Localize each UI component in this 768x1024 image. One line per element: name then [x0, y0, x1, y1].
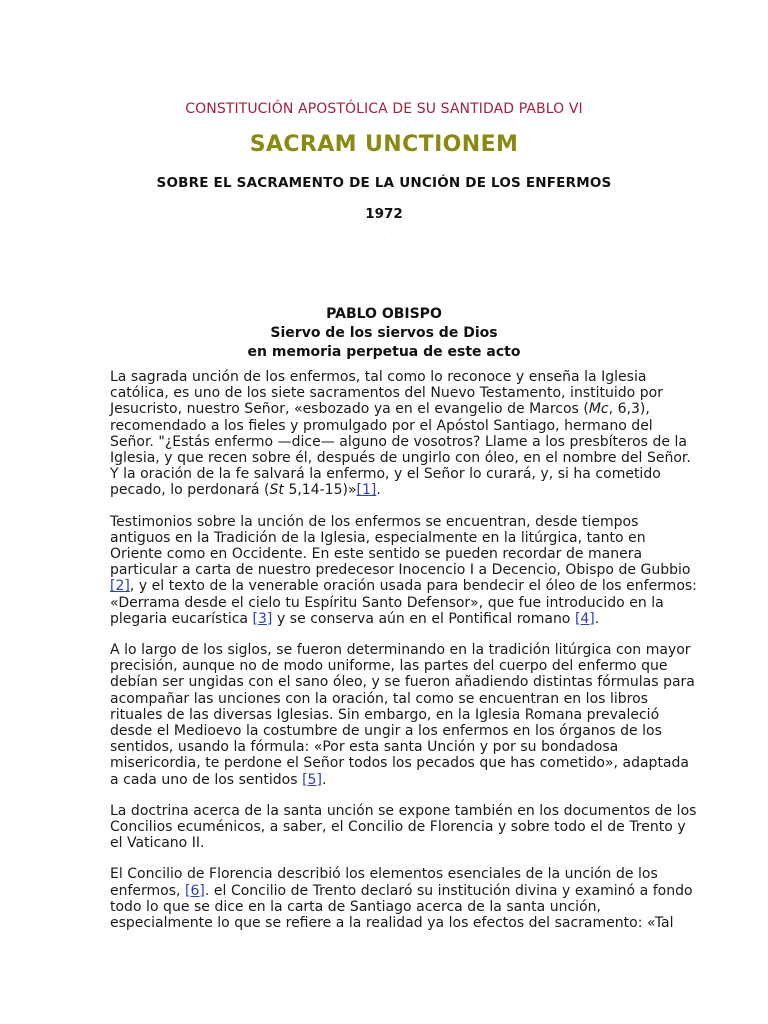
salutation-line-3: en memoria perpetua de este acto [247, 344, 521, 360]
paragraph-text: , 6,3), recomendado a los fieles y promulgado por el Apóstol Santiago, hermano del Señor. "¿Estás enfermo —dice— alguno de vosotros? Llame a los presbíteros de la Iglesia, y que recen sobre él, después de ungirlo con óleo, en el nombre del Señor. Y la oración de la fe salvará la enfermo, y el Señor lo curará, y, si ha cometido pecado, lo perdonará ( [110, 401, 691, 499]
paragraph-text: , y el texto de la venerable oración usada para bendecir el óleo de los enfermos: «Derrama desde el cielo tu Espíritu Santo Defensor», que fue introducido en la plegaria eucarística [110, 578, 697, 627]
paragraph-text: . el Concilio de Trento declaró su institución divina y examinó a fondo todo lo que se dice en la carta de Santiago acerca de la santa unción, especialmente lo que se refiere a la realidad ya los efectos del sacramento: «Tal [110, 882, 693, 932]
citation-mc: Mc [588, 401, 609, 418]
document-title: SACRAM UNCTIONEM [249, 132, 519, 157]
footnote-link-4[interactable]: [4] [574, 610, 595, 627]
paragraph-text: A lo largo de los siglos, se fueron determinando en la tradición litúrgica con mayor precisión, aunque no de modo uniforme, las partes del cuerpo del enfermo que debían ser ungidas con el sano óleo, y se fueron añadiendo distintas fórmulas para acompañar las unciones con la oración, tal como se encuentran en los libros rituales de las diversas Iglesias. Sin embargo, en la Iglesia Romana prevaleció desde el Medioevo la costumbre de ungir a los enfermos en los órganos de los sentidos, usando la fórmula: «Por esta santa Unción y por su bondadosa misericordia, te perdone el Señor todos los pecados que has cometido», adaptada a cada uno de los sentidos [110, 642, 695, 788]
footnote-link-2[interactable]: [2] [110, 578, 130, 595]
paragraph-text: La sagrada unción de los enfermos, tal como lo reconoce y enseña la Iglesia católica, es uno de los siete sacramentos del Nuevo Testamento, instituido por Jesucristo, nuestro Señor, «esbozado ya en el evangelio de Marcos ( [110, 369, 663, 418]
paragraph-4 [110, 803, 700, 852]
footnote-link-5[interactable]: [5] [302, 771, 322, 788]
paragraph-1 [110, 369, 700, 499]
salutation-line-2: Siervo de los siervos de Dios [270, 325, 498, 341]
salutation-line-1: PABLO OBISPO [326, 306, 442, 322]
footnote-link-6[interactable]: [6] [185, 882, 205, 899]
paragraph-text: 5,14-15)» [283, 482, 357, 499]
salutation-block [0, 305, 768, 362]
document-year: 1972 [365, 206, 403, 222]
paragraph-text: . [321, 771, 327, 788]
paragraph-5 [110, 866, 700, 931]
footnote-link-3[interactable]: [3] [252, 610, 273, 627]
paragraph-text: . [594, 610, 600, 627]
document-body [110, 369, 700, 946]
paragraph-text: . [376, 482, 381, 499]
document-kicker: CONSTITUCIÓN APOSTÓLICA DE SU SANTIDAD PABLO VI [185, 101, 583, 117]
document-subtitle: SOBRE EL SACRAMENTO DE LA UNCIÓN DE LOS ENFERMOS [156, 175, 612, 191]
footnote-link-1[interactable]: [1] [356, 482, 377, 499]
paragraph-text: La doctrina acerca de la santa unción se expone también en los documentos de los Concilios ecuménicos, a saber, el Concilio de Florencia y sobre todo el de Trento y el Vaticano II. [110, 802, 697, 852]
paragraph-2 [110, 514, 700, 627]
citation-st: St [269, 482, 284, 499]
paragraph-text: Testimonios sobre la unción de los enfermos se encuentran, desde tiempos antiguos en la Tradición de la Iglesia, especialmente en la litúrgica, tanto en Oriente como en Occidente. En este sentido se pueden recordar de manera particular a carta de nuestro predecesor Inocencio I a Decencio, Obispo de Gubbio [110, 513, 691, 579]
paragraph-text: y se conserva aún en el Pontifical romano [272, 610, 575, 627]
separator-dot: . [382, 232, 386, 241]
paragraph-text: El Concilio de Florencia describió los elementos esenciales de la unción de los enfermos, [110, 866, 658, 899]
paragraph-3 [110, 642, 700, 788]
